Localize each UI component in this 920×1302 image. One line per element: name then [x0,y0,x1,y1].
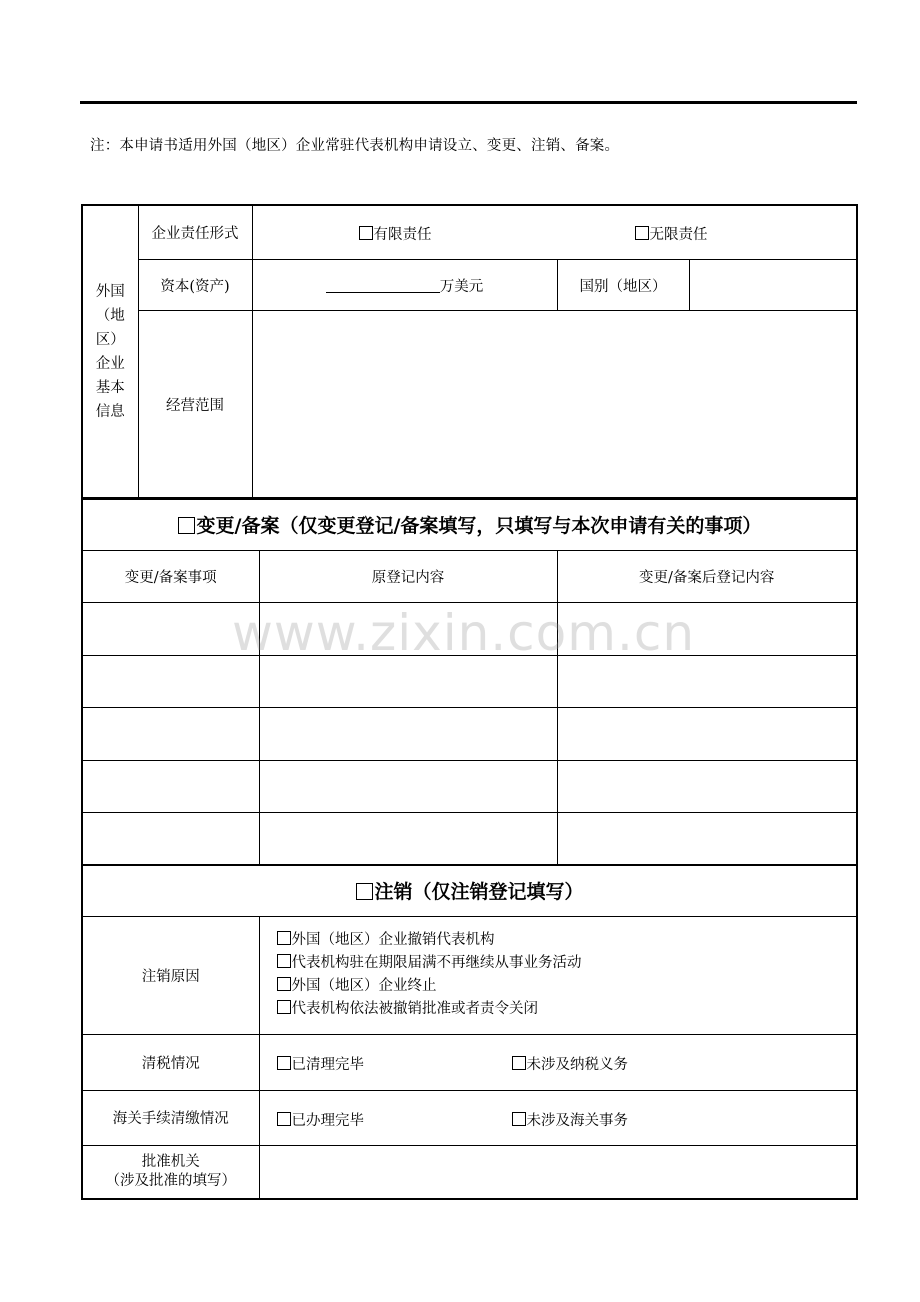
checkbox-icon[interactable] [277,1056,291,1070]
checkbox-icon[interactable] [277,977,291,991]
customs-clearance-options [259,1090,857,1145]
capital-blank-line[interactable] [326,278,440,293]
customs-clearance-label: 海关手续清缴情况 [82,1090,259,1145]
cancel-reason-options [259,916,857,1034]
table-row [82,812,857,865]
basic-info-table [81,204,858,500]
checkbox-icon[interactable] [277,931,291,945]
cancel-reason-option[interactable]: 代表机构依法被撤销批准或者责令关闭 [277,998,857,1021]
capital-field[interactable]: 万美元 [252,260,557,311]
table-row [82,760,857,812]
customs-done-checkbox[interactable]: 已办理完毕 [277,1109,365,1130]
change-checkbox-icon[interactable] [178,517,195,534]
change-filing-table [81,497,858,866]
no-tax-obligation-checkbox[interactable]: 未涉及纳税义务 [512,1053,629,1074]
new-content-header: 变更/备案后登记内容 [557,550,857,602]
watermark: www.zixin.com.cn [232,604,696,662]
unlimited-liability-checkbox[interactable]: 无限责任 [635,223,708,244]
application-note: 注：本申请书适用外国（地区）企业常驻代表机构申请设立、变更、注销、备案。 [90,138,620,154]
cancellation-table [81,864,858,1200]
liability-options [252,205,857,260]
tax-cleared-checkbox[interactable]: 已清理完毕 [277,1053,365,1074]
liability-label: 企业责任形式 [138,205,252,260]
checkbox-icon[interactable] [512,1056,526,1070]
original-content-cell[interactable] [259,602,557,655]
approval-authority-field[interactable] [259,1145,857,1199]
change-item-cell[interactable] [82,707,259,760]
checkbox-icon[interactable] [277,1000,291,1014]
new-content-cell[interactable] [557,602,857,655]
checkbox-icon[interactable] [359,226,373,240]
business-scope-field[interactable] [252,311,857,499]
cancel-reason-option[interactable]: 外国（地区）企业撤销代表机构 [277,929,857,952]
country-field[interactable] [689,260,857,311]
table-row [82,707,857,760]
original-content-cell[interactable] [259,707,557,760]
cancel-checkbox-icon[interactable] [356,883,373,900]
table-row [82,655,857,707]
original-content-cell[interactable] [259,655,557,707]
checkbox-icon[interactable] [277,954,291,968]
change-item-cell[interactable] [82,812,259,865]
no-customs-matters-checkbox[interactable]: 未涉及海关事务 [512,1109,629,1130]
checkbox-icon[interactable] [635,226,649,240]
tax-clearance-label: 清税情况 [82,1034,259,1090]
new-content-cell[interactable] [557,655,857,707]
checkbox-icon[interactable] [512,1112,526,1126]
change-item-header: 变更/备案事项 [82,550,259,602]
business-scope-label: 经营范围 [138,311,252,499]
top-rule [80,101,857,104]
checkbox-icon[interactable] [277,1112,291,1126]
original-content-cell[interactable] [259,760,557,812]
capital-label: 资本(资产) [138,260,252,311]
new-content-cell[interactable] [557,707,857,760]
table-row [82,602,857,655]
basic-info-side-label: 外国 （地 区） 企业 基本 信息 [82,205,138,499]
cancel-reason-option[interactable]: 代表机构驻在期限届满不再继续从事业务活动 [277,952,857,975]
cancel-reason-label: 注销原因 [82,916,259,1034]
change-item-cell[interactable] [82,655,259,707]
limited-liability-checkbox[interactable]: 有限责任 [359,223,432,244]
new-content-cell[interactable] [557,812,857,865]
change-item-cell[interactable] [82,602,259,655]
original-content-cell[interactable] [259,812,557,865]
original-content-header: 原登记内容 [259,550,557,602]
tax-clearance-options [259,1034,857,1090]
country-label: 国别（地区） [557,260,689,311]
cancel-reason-option[interactable]: 外国（地区）企业终止 [277,975,857,998]
approval-authority-label: 批准机关 （涉及批准的填写） [82,1145,259,1199]
change-item-cell[interactable] [82,760,259,812]
cancel-section-title: 注销（仅注销登记填写） [82,865,857,916]
new-content-cell[interactable] [557,760,857,812]
change-section-title: 变更/备案（仅变更登记/备案填写，只填写与本次申请有关的事项） [82,498,857,550]
